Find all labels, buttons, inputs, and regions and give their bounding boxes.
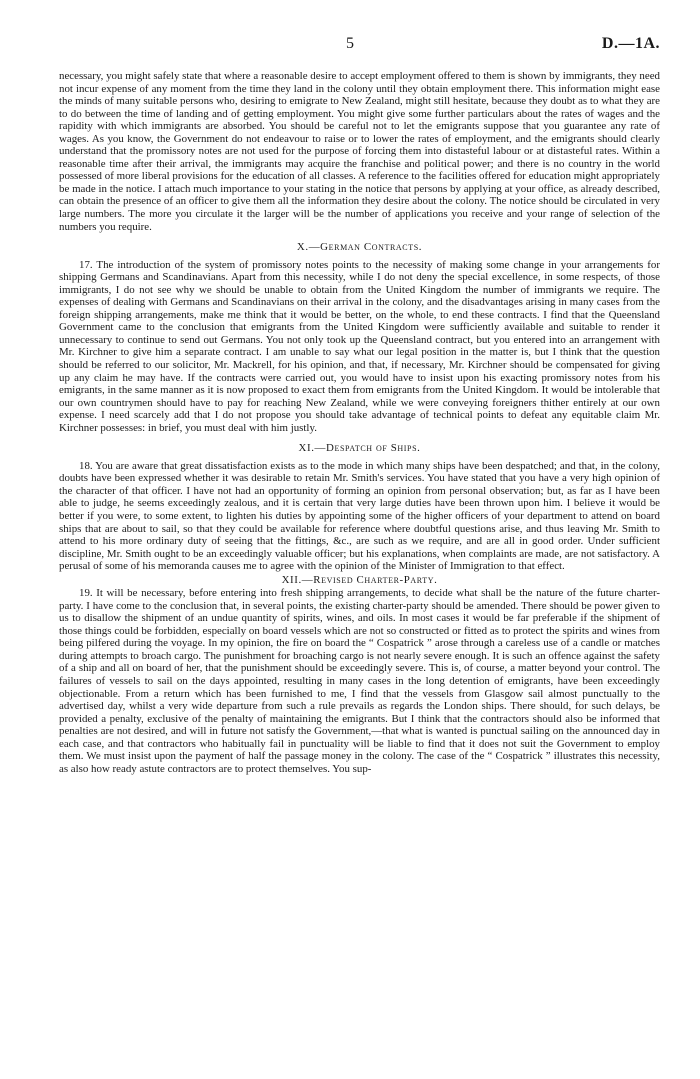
section-heading-german-contracts: X.—German Contracts.	[296, 241, 423, 254]
document-code: D.—1A.	[601, 35, 660, 52]
paragraph-continuation: necessary, you might safely state that where a reasonable desire to accept employment offered to them is shown by immigrants, they need not incur expense of any moment from the time they land in the colony until they obtain employment there. This information might ease the minds of many suitable persons who, desiring to emigrate to New Zealand, might still hesitate, because they doubt as to what they are to do between the time of landing and of getting employment. You might give some further particulars about the rates of wages and the rapidity with which immigrants are absorbed. You should be careful not to let the emigrants suppose that you guarantee any rate of wages. As you know, the Government do not endeavour to raise or to lower the rates of employment, and the emigrants should clearly understand that the promissory notes are not used for the purpose of forcing them into distasteful labour or at distasteful rates. Within a reasonable time after their arrival, the immigrants may acquire the franchise and political power; and there is no country in the world possessed of more liberal provisions for the education of all classes. A reference to the facilities offered for education might appropriately be made in the notice. I attach much importance to your stating in the notice that persons by applying at your office, as already described, can obtain the presence of an officer to give them all the information they desire about the colony. The notice should be circulated in very large numbers. The more you circulate it the larger will be the number of applications you receive and your range of selection of the numbers you require.	[59, 70, 660, 233]
section-heading-despatch-of-ships: XI.—Despatch of Ships.	[298, 442, 421, 455]
section-heading-revised-charter-party: XII.—Revised Charter-Party.	[281, 573, 438, 586]
paragraph-19: 19. It will be necessary, before entering into fresh shipping arrangements, to decide what shall be the nature of the future charter-party. I have come to the conclusion that, in several points, the existing charter-party should be amended. There should be power given to us to disallow the shipment of an undue quantity of spirits, wines, and oils. In most cases it would be far preferable if the shipment of those things could be forbidden, especially on board vessels which are not so constructed or fitted as to protect the spirits and wines from being pilfered during the voyage. In my opinion, the fire on board the “ Cospatrick ” arose through a careless use of a candle or matches during attempts to broach cargo. The punishment for broaching cargo is not nearly severe enough. It is such an offence against the safety of a ship and all on board of her, that the punishment should be exceedingly severe. This is, of course, a matter beyond your control. The failures of vessels to sail on the days appointed, resulting in many cases in the long detention of emigrants, have been exceedingly objectionable. From a return which has been furnished to me, I find that the vessels from Glasgow sail almost punctually to the advertised day, whilst a very wide departure from such a rule prevails as regards the London ships. There should, for such delays, be provided a penalty, exclusive of the penalty of maintaining the emigrants. But I think that the contractors should also be informed that penalties are not desired, and will in future not satisfy the Government,—that what is wanted is punctual sailing on the announced day in each case, and that contractors who habitually fail in punctuality will be liable to find that it does not suit the Government to employ them. We must insist upon the payment of half the passage money in the colony. The case of the “ Cospatrick ” illustrates this necessity, as also how ready astute contractors are to protect themselves. You sup-	[59, 587, 660, 775]
body-text	[59, 70, 660, 775]
paragraph-17: 17. The introduction of the system of promissory notes points to the necessity of making some change in your arrangements for shipping Germans and Scandinavians. Apart from this necessity, while I do not deny the special excellence, in some respects, of those immigrants, I do not see why we should be unable to obtain from the United Kingdom the number of immigrants we require. The expenses of dealing with Germans and Scandinavians on their arrival in the colony, and the disadvantages arising in many cases from the foreign shipping arrangements, make me think that it would be better, on the whole, to end these contracts. I find that the Queensland Government came to the conclusion that emigrants from the United Kingdom were sufficiently available and suitable to render it unnecessary to continue to send out Germans. You not only took up the Queensland contract, but you entered into an arrangement with Mr. Kirchner to give him a separate contract. I am unable to say what our legal position in the matter is, but I think that the question should be referred to our solicitor, Mr. Mackrell, for his opinion, and that, if necessary, Mr. Kirchner should be compensated for giving up any claim he may have. If the contracts were carried out, you would have to insist upon his exacting promissory notes from his emigrants, in the same manner as it is now proposed to exact them from emigrants from the United Kingdom. It would be intolerable that our own countrymen should have to pay for reaching New Zealand, while we were conveying foreigners thither entirely at our own expense. I need scarcely add that I do not propose you should take advantage of technical points to defeat any equitable claim Mr. Kirchner possesses: in brief, you must deal with him justly.	[59, 258, 660, 434]
page-number: 5	[346, 35, 354, 52]
paragraph-18: 18. You are aware that great dissatisfaction exists as to the mode in which many ships have been despatched; and that, in the colony, doubts have been expressed whether it was desirable to retain Mr. Smith's services. You have stated that you have a very high opinion of the character of that officer. I have not had an opportunity of forming an opinion from personal observation; but, as far as I have been able to judge, he seems exceedingly zealous, and it is certain that very large duties have been thrown upon him. I believe it would be better if you were, to some extent, to lighten his duties by appointing some of the higher officers of your department to attend on board ships that are about to sail, so that they could be available for reference where doubtful questions arise, and thus leaving Mr. Smith to attend to his more ordinary duty of seeing that the fittings, &c., are such as we require, and are all in good order. Under sufficient discipline, Mr. Smith ought to be an exceedingly valuable officer; but his explanations, when complaints are made, are not satisfactory. A perusal of some of his memoranda causes me to agree with the opinion of the Minister of Immigration to that effect.	[59, 459, 660, 573]
